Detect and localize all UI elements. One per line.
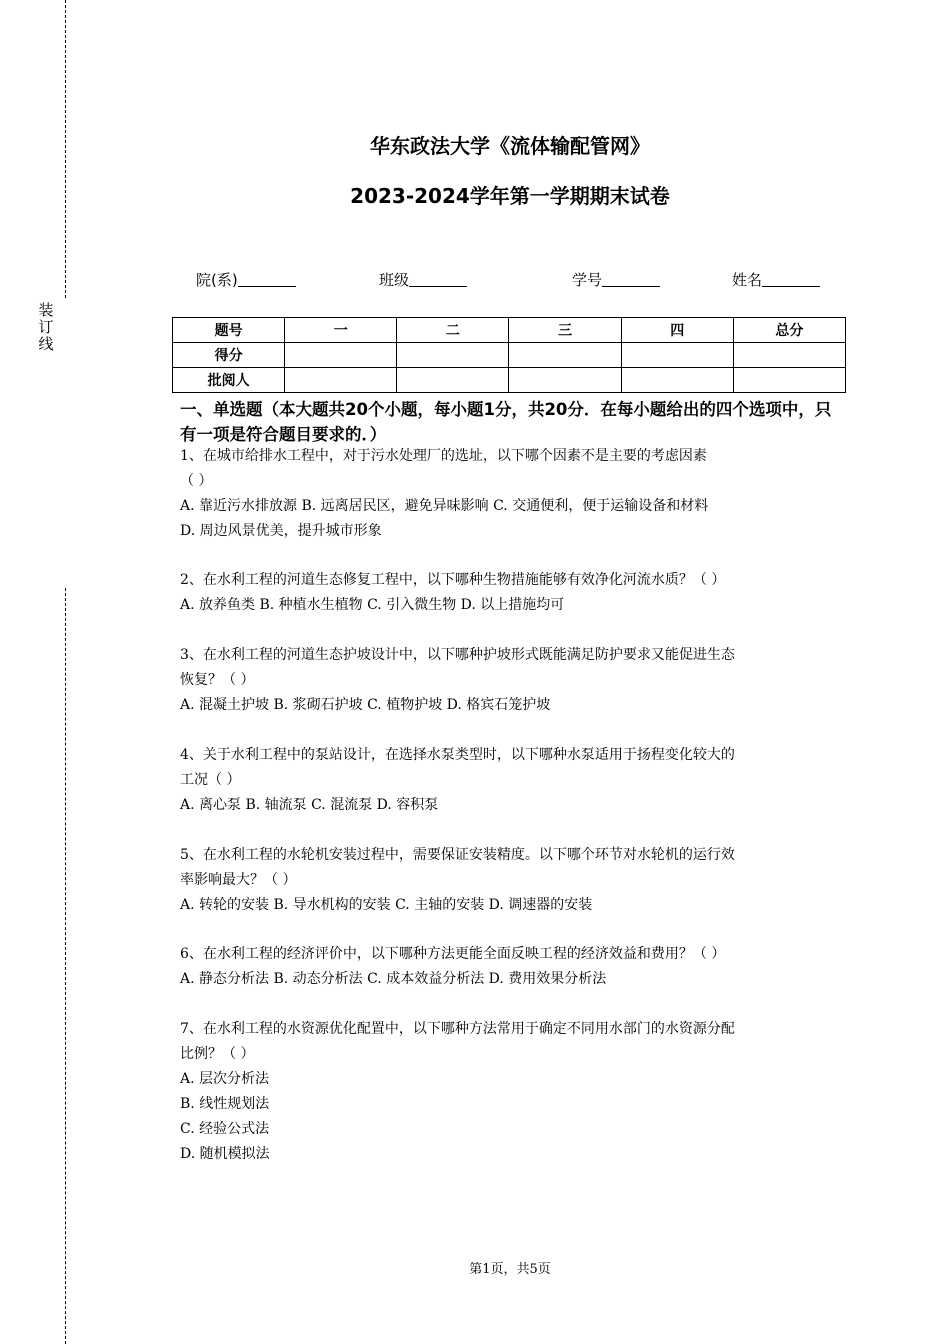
binding-line-bottom	[65, 588, 66, 1344]
score-table-header-row	[173, 318, 846, 343]
score-table-row	[173, 343, 846, 368]
info-label: 院(系)	[196, 271, 238, 289]
question-7	[180, 1017, 845, 1167]
question-stem: 7、在水利工程的水资源优化配置中，以下哪种方法常用于确定不同用水部门的水资源分配	[180, 1021, 735, 1037]
question-stem: 4、关于水利工程中的泵站设计，在选择水泵类型时，以下哪种水泵适用于扬程变化较大的	[180, 747, 735, 763]
question-options: A. 放养鱼类 B. 种植水生植物 C. 引入微生物 D. 以上措施均可	[180, 597, 565, 613]
score-table-row	[173, 368, 846, 393]
question-stem: 1、在城市给排水工程中，对于污水处理厂的选址，以下哪个因素不是主要的考虑因素	[180, 448, 707, 464]
score-row-label: 得分	[173, 343, 285, 368]
question-4	[180, 743, 845, 818]
score-table-header: 四	[621, 318, 733, 343]
score-cell[interactable]	[285, 343, 397, 368]
question-stem: 恢复？（ ）	[180, 672, 255, 688]
info-field-class	[379, 269, 467, 290]
question-stem: 工况（ ）	[180, 772, 241, 788]
score-cell[interactable]	[733, 368, 845, 393]
section-title: 一、单选题（本大题共20个小题，每小题1分，共20分．在每小题给出的四个选项中，只有一项是符合题目要求的．）	[180, 400, 832, 444]
exam-subtitle: 2023-2024学年第一学期期末试卷	[350, 184, 670, 208]
fill-blank[interactable]	[409, 271, 467, 287]
binding-char: 线	[38, 335, 54, 353]
info-field-name	[732, 269, 820, 290]
question-stem: 比例？（ ）	[180, 1046, 255, 1062]
question-5	[180, 843, 845, 918]
score-cell[interactable]	[621, 368, 733, 393]
info-field-department	[196, 269, 296, 290]
question-options: C. 经验公式法	[180, 1121, 270, 1137]
score-table	[172, 317, 846, 393]
score-table-header: 二	[397, 318, 509, 343]
info-label: 班级	[379, 271, 410, 289]
score-cell[interactable]	[285, 368, 397, 393]
score-cell[interactable]	[509, 343, 621, 368]
question-stem: 率影响最大？（ ）	[180, 872, 297, 888]
question-3	[180, 643, 845, 718]
score-table-header: 三	[509, 318, 621, 343]
score-cell[interactable]	[397, 343, 509, 368]
question-stem: （ ）	[180, 473, 213, 489]
info-label: 姓名	[732, 271, 763, 289]
fill-blank[interactable]	[762, 271, 820, 287]
score-cell[interactable]	[733, 343, 845, 368]
score-cell[interactable]	[397, 368, 509, 393]
score-table-header: 一	[285, 318, 397, 343]
binding-label	[38, 302, 54, 353]
info-field-student-id	[572, 269, 660, 290]
fill-blank[interactable]	[238, 271, 296, 287]
exam-title: 华东政法大学《流体输配管网》	[370, 134, 650, 158]
question-options: D. 随机模拟法	[180, 1146, 270, 1162]
page-footer: 第1页，共5页	[469, 1262, 551, 1277]
info-label: 学号	[572, 271, 603, 289]
question-options: A. 层次分析法	[180, 1071, 270, 1087]
score-table-header: 总分	[733, 318, 845, 343]
question-stem: 5、在水利工程的水轮机安装过程中，需要保证安装精度。以下哪个环节对水轮机的运行效	[180, 847, 735, 863]
question-options: A. 靠近污水排放源 B. 远离居民区，避免异味影响 C. 交通便利，便于运输设备和材料	[180, 498, 709, 514]
binding-char: 订	[38, 318, 54, 336]
binding-char: 装	[38, 301, 54, 319]
question-stem: 3、在水利工程的河道生态护坡设计中，以下哪种护坡形式既能满足防护要求又能促进生态	[180, 647, 735, 663]
score-table-header: 题号	[173, 318, 285, 343]
question-options: B. 线性规划法	[180, 1096, 270, 1112]
question-options: D. 周边风景优美，提升城市形象	[180, 523, 382, 539]
score-row-label: 批阅人	[173, 368, 285, 393]
question-stem: 6、在水利工程的经济评价中，以下哪种方法更能全面反映工程的经济效益和费用？（ ）	[180, 946, 726, 962]
question-options: A. 混凝土护坡 B. 浆砌石护坡 C. 植物护坡 D. 格宾石笼护坡	[180, 697, 551, 713]
fill-blank[interactable]	[602, 271, 660, 287]
question-1	[180, 444, 845, 544]
question-stem: 2、在水利工程的河道生态修复工程中，以下哪种生物措施能够有效净化河流水质？（ ）	[180, 572, 726, 588]
question-options: A. 转轮的安装 B. 导水机构的安装 C. 主轴的安装 D. 调速器的安装	[180, 897, 593, 913]
score-cell[interactable]	[509, 368, 621, 393]
question-options: A. 离心泵 B. 轴流泵 C. 混流泵 D. 容积泵	[180, 797, 439, 813]
question-options: A. 静态分析法 B. 动态分析法 C. 成本效益分析法 D. 费用效果分析法	[180, 971, 607, 987]
question-6	[180, 942, 845, 992]
score-cell[interactable]	[621, 343, 733, 368]
question-2	[180, 568, 845, 618]
